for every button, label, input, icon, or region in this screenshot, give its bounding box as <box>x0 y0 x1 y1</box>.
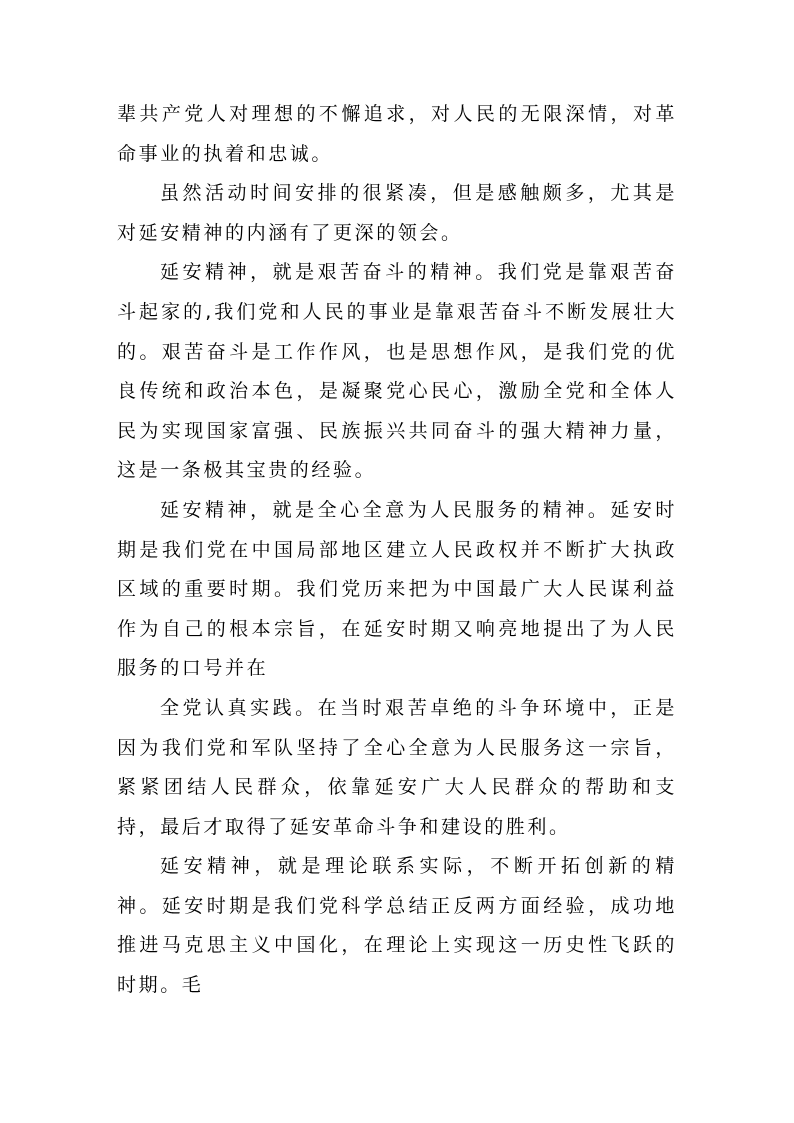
paragraph-2: 虽然活动时间安排的很紧凑，但是感触颇多，尤其是对延安精神的内涵有了更深的领会。 <box>117 182 677 244</box>
paragraph-3: 延安精神，就是艰苦奋斗的精神。我们党是靠艰苦奋斗起家的,我们党和人民的事业是靠艰苦奋斗不断发展壮大的。艰苦奋斗是工作作风，也是思想作风，是我们党的优良传统和政治本色，是凝聚党心民心，激励全党和全体人民为实现国家富强、民族振兴共同奋斗的强大精神力量，这是一条极其宝贵的经验。 <box>117 261 677 482</box>
document-body <box>117 95 677 1006</box>
paragraph-6: 延安精神，就是理论联系实际，不断开拓创新的精神。延安时期是我们党科学总结正反两方面经验，成功地推进马克思主义中国化，在理论上实现这一历史性飞跃的时期。毛 <box>117 855 677 997</box>
paragraph-5: 全党认真实践。在当时艰苦卓绝的斗争环境中，正是因为我们党和军队坚持了全心全意为人民服务这一宗旨，紧紧团结人民群众，依靠延安广大人民群众的帮助和支持，最后才取得了延安革命斗争和建设的胜利。 <box>117 696 677 838</box>
paragraph-4: 延安精神，就是全心全意为人民服务的精神。延安时期是我们党在中国局部地区建立人民政权并不断扩大执政区域的重要时期。我们党历来把为中国最广大人民谋利益作为自己的根本宗旨，在延安时期又响亮地提出了为人民服务的口号并在 <box>117 498 677 680</box>
paragraph-1: 辈共产党人对理想的不懈追求，对人民的无限深情，对革命事业的执着和忠诚。 <box>117 103 677 165</box>
